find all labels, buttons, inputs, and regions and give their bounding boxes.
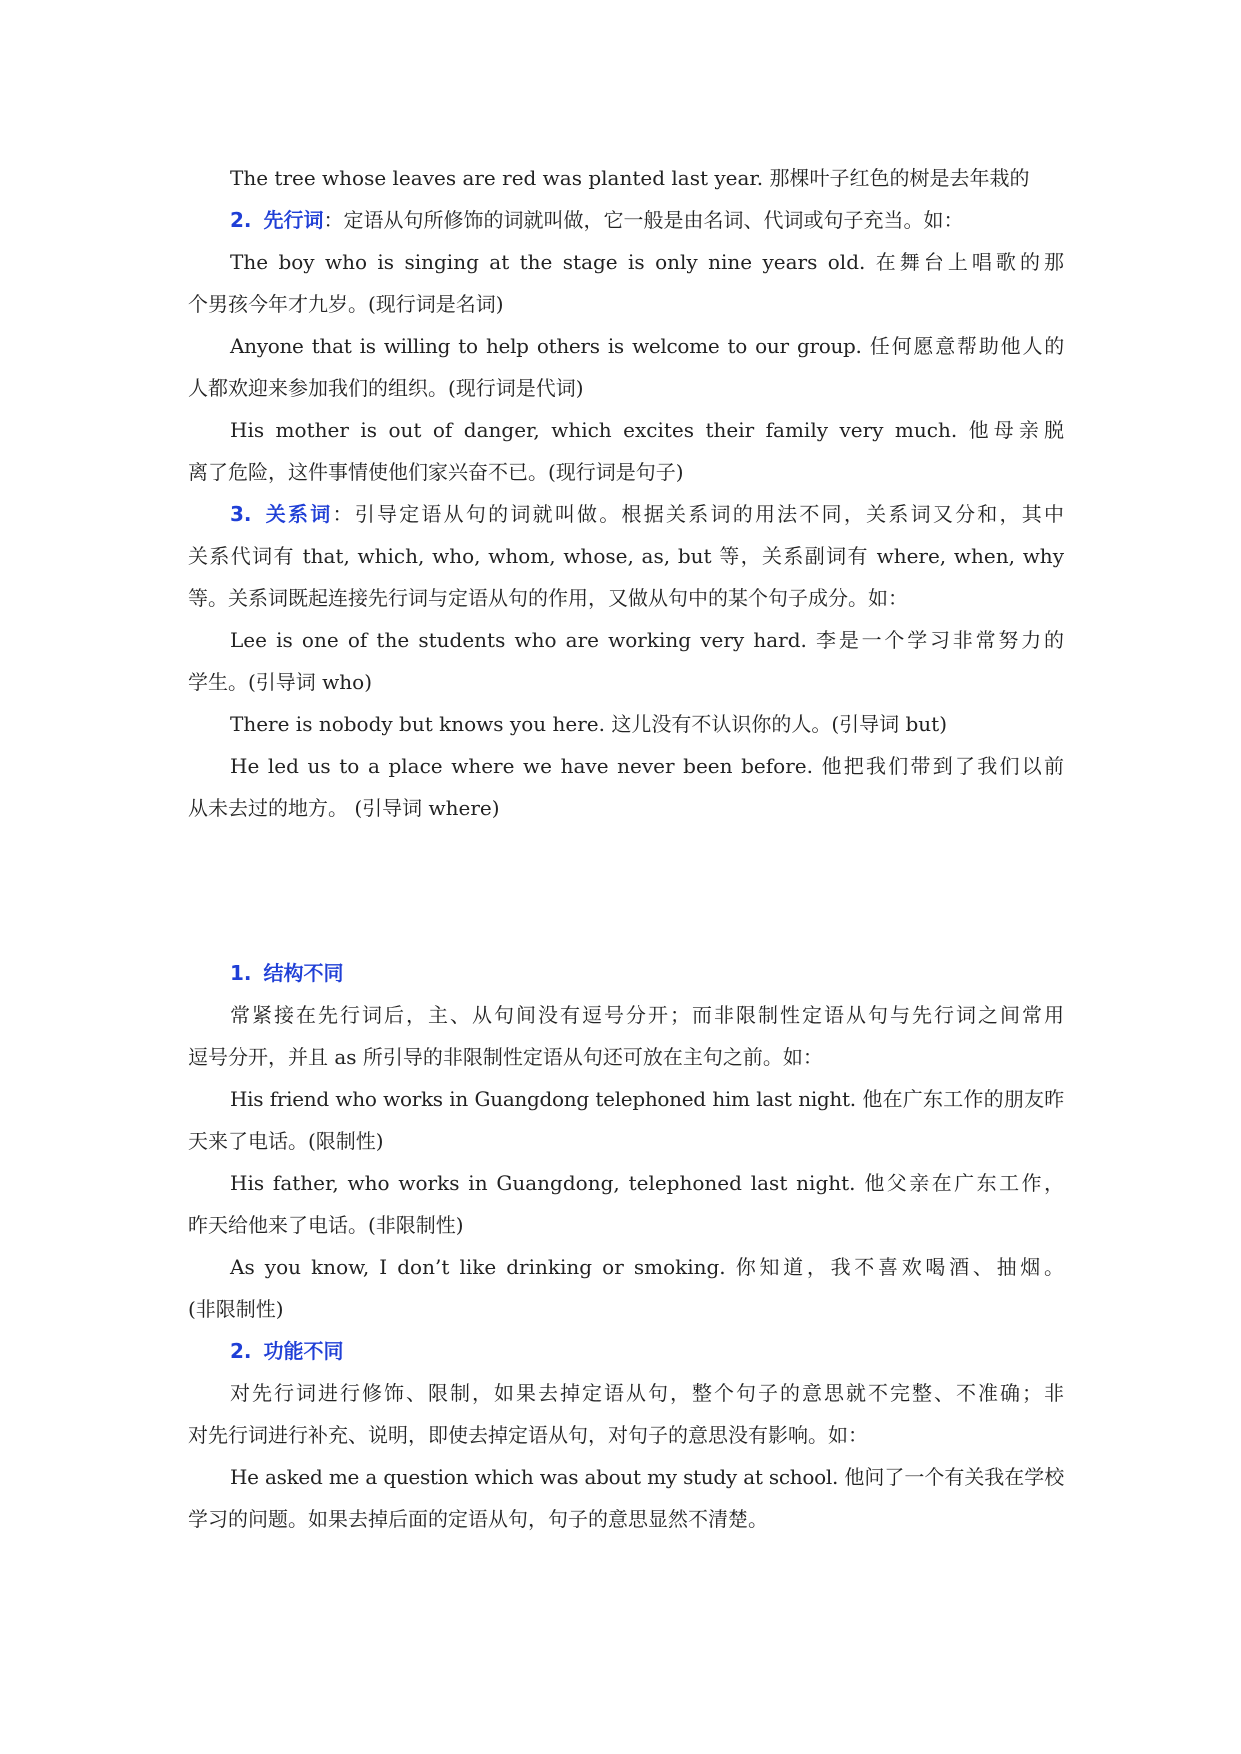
paragraph-line: 对先行词进行修饰、限制，如果去掉定语从句，整个句子的意思就不完整、不准确；非 bbox=[230, 1381, 1064, 1405]
example-sentence-cont: 天来了电话。(限制性) bbox=[188, 1129, 384, 1153]
example-sentence: Lee is one of the students who are working very hard. 李是一个学习非常努力的 bbox=[230, 628, 1064, 652]
heading-number: 2. bbox=[230, 1339, 252, 1363]
heading-number: 3. bbox=[230, 502, 252, 526]
heading-title: 结构不同 bbox=[263, 961, 344, 985]
example-sentence: His father, who works in Guangdong, telephoned last night. 他父亲在广东工作， bbox=[230, 1171, 1064, 1195]
heading-antecedent bbox=[188, 199, 1064, 241]
paragraph-line: 等。关系词既起连接先行词与定语从句的作用，又做从句中的某个句子成分。如： bbox=[188, 586, 908, 610]
heading-title: 关系词 bbox=[263, 502, 333, 526]
heading-function-difference bbox=[188, 1330, 1064, 1372]
example-sentence-cont: 离了危险，这件事情使他们家兴奋不已。(现行词是句子) bbox=[188, 460, 684, 484]
example-sentence: There is nobody but knows you here. 这儿没有不认识你的人。(引导词 but) bbox=[230, 712, 948, 736]
example-sentence-cont: 昨天给他来了电话。(非限制性) bbox=[188, 1213, 464, 1237]
example-sentence: He led us to a place where we have never been before. 他把我们带到了我们以前 bbox=[230, 754, 1064, 778]
heading-title: 功能不同 bbox=[263, 1339, 344, 1363]
example-sentence-cont: 学习的问题。如果去掉后面的定语从句，句子的意思显然不清楚。 bbox=[188, 1507, 768, 1531]
example-sentence-cont: (非限制性) bbox=[188, 1297, 284, 1321]
heading-relative-word bbox=[188, 493, 1064, 535]
paragraph-line: 逗号分开，并且 as 所引导的非限制性定语从句还可放在主句之前。如： bbox=[188, 1045, 823, 1069]
example-sentence-cont: 人都欢迎来参加我们的组织。(现行词是代词) bbox=[188, 376, 584, 400]
paragraph-line: 对先行词进行补充、说明，即使去掉定语从句，对句子的意思没有影响。如： bbox=[188, 1423, 868, 1447]
example-sentence: Anyone that is willing to help others is welcome to our group. 任何愿意帮助他人的 bbox=[230, 334, 1064, 358]
example-sentence-cont: 从未去过的地方。 (引导词 where) bbox=[188, 796, 500, 820]
example-sentence: His mother is out of danger, which excites their family very much. 他母亲脱 bbox=[230, 418, 1064, 442]
heading-number: 2. bbox=[230, 208, 252, 232]
heading-text: ：定语从句所修饰的词就叫做，它一般是由名词、代词或句子充当。如： bbox=[323, 208, 964, 232]
example-sentence: The boy who is singing at the stage is only nine years old. 在舞台上唱歌的那 bbox=[230, 250, 1064, 274]
example-sentence: As you know, I don’t like drinking or smoking. 你知道，我不喜欢喝酒、抽烟。 bbox=[230, 1255, 1064, 1279]
heading-structure-difference bbox=[188, 952, 1064, 994]
section-restrictive-vs-nonrestrictive bbox=[188, 952, 1064, 1540]
example-sentence: His friend who works in Guangdong telephoned him last night. 他在广东工作的朋友昨 bbox=[230, 1087, 1064, 1111]
paragraph-line: 关系代词有 that, which, who, whom, whose, as, but 等，关系副词有 where, when, why bbox=[188, 544, 1064, 568]
example-sentence-cont: 学生。(引导词 who) bbox=[188, 670, 373, 694]
heading-text: ：引导定语从句的词就叫做。根据关系词的用法不同，关系词又分和，其中 bbox=[332, 502, 1064, 526]
example-sentence: The tree whose leaves are red was planted last year. 那棵叶子红色的树是去年栽的 bbox=[230, 166, 1030, 190]
example-sentence: He asked me a question which was about my study at school. 他问了一个有关我在学校 bbox=[230, 1465, 1064, 1489]
paragraph-line: 常紧接在先行词后，主、从句间没有逗号分开；而非限制性定语从句与先行词之间常用 bbox=[230, 1003, 1064, 1027]
heading-number: 1. bbox=[230, 961, 252, 985]
section-relative-clause-terms bbox=[188, 157, 1064, 829]
example-sentence-cont: 个男孩今年才九岁。(现行词是名词) bbox=[188, 292, 504, 316]
heading-title: 先行词 bbox=[263, 208, 324, 232]
